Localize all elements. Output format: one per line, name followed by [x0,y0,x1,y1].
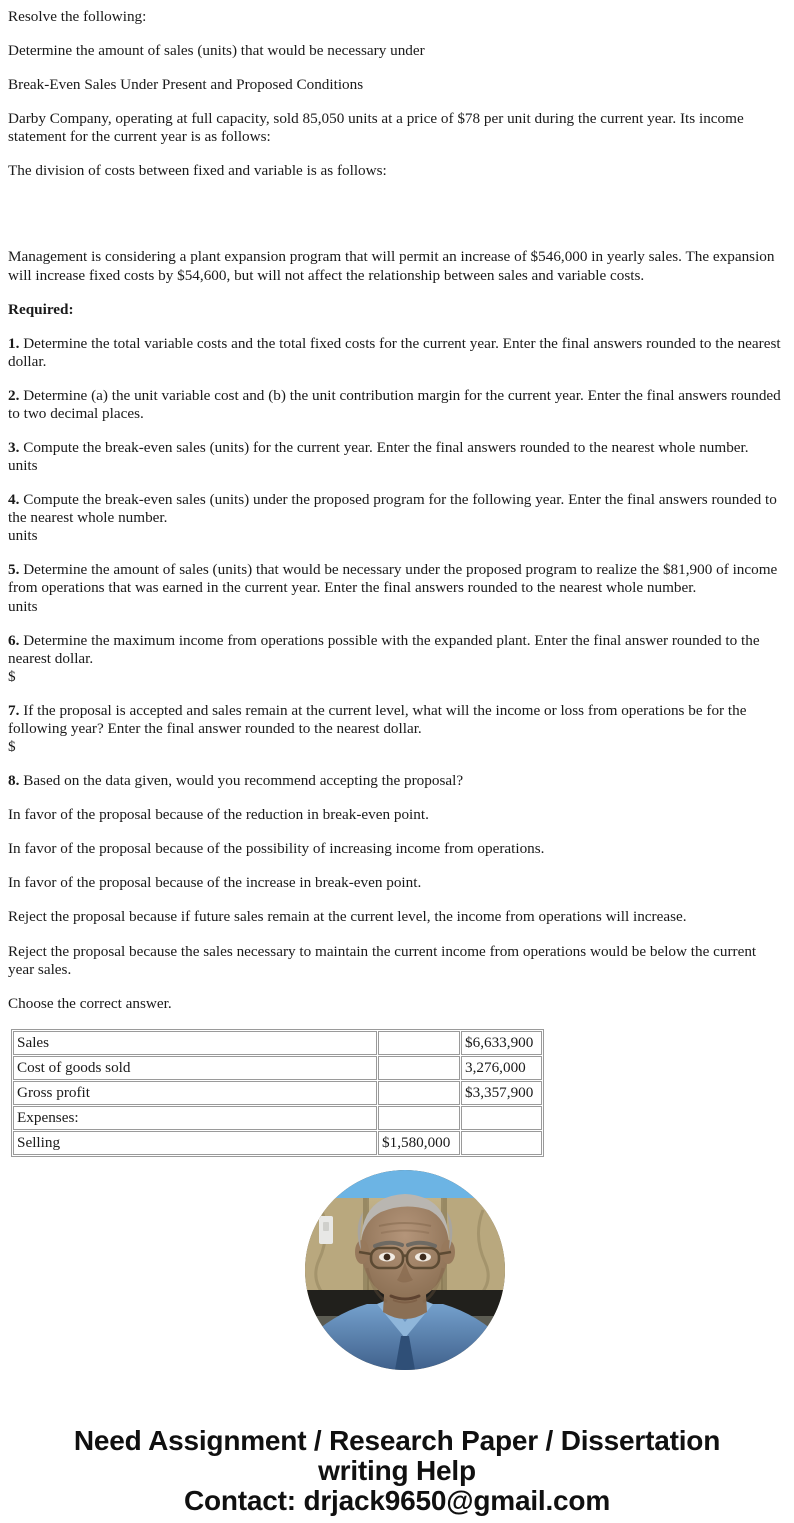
requirement-3 [8,439,786,457]
answer-choice-5[interactable]: Reject the proposal because the sales necessary to maintain the current income from operations would be below the current year sales. [8,942,757,978]
requirement-7-number: 7. [8,701,20,719]
table-cell-value [461,1131,542,1155]
answer-choice-1[interactable]: In favor of the proposal because of the reduction in break-even point. [8,806,429,824]
avatar [305,1170,505,1370]
requirement-4-number: 4. [8,491,20,509]
table-cell-label: Expenses: [13,1106,377,1130]
requirement-2-text: Determine (a) the unit variable cost and (b) the unit contribution margin for the current year. Enter the final answers rounded to two decimal places. [8,386,781,422]
intro-line-3: Break-Even Sales Under Present and Proposed Conditions [8,76,364,94]
requirement-6-text: Determine the maximum income from operations possible with the expanded plant. Enter the final answer rounded to the nearest dollar. [8,631,760,667]
promo-line-2: writing Help [318,1454,476,1486]
requirement-7-text: If the proposal is accepted and sales remain at the current level, what will the income or loss from operations be for the following year? Enter the final answer rounded to the nearest dollar. [8,701,747,737]
requirement-1 [8,335,786,371]
table-row [13,1056,542,1080]
table-cell-label: Cost of goods sold [13,1056,377,1080]
table-cell-mid [378,1106,460,1130]
portrait-zone [8,1157,786,1382]
requirement-3-answer-label: units [8,457,38,475]
table-placeholder-gap [8,196,786,248]
requirement-5-number: 5. [8,561,20,579]
table-row [13,1106,542,1130]
requirement-6-number: 6. [8,631,20,649]
requirement-8 [8,772,786,790]
table-row [13,1081,542,1105]
requirement-3-text: Compute the break-even sales (units) for the current year. Enter the final answers rounded to the nearest whole number. [23,439,749,457]
table-cell-mid [378,1031,460,1055]
requirement-1-text: Determine the total variable costs and the total fixed costs for the current year. Enter the final answers rounded to the nearest dollar. [8,334,781,370]
requirement-5-text: Determine the amount of sales (units) that would be necessary under the proposed program to realize the $81,900 of income from operations that was earned in the current year. Enter the final answers rounded to the nearest whole number. [8,561,778,597]
requirement-6 [8,632,786,668]
requirement-8-number: 8. [8,772,20,790]
requirement-5-answer-label: units [8,597,38,615]
table-cell-label: Gross profit [13,1081,377,1105]
choose-correct-answer-prompt: Choose the correct answer. [8,994,172,1012]
requirement-4-text: Compute the break-even sales (units) under the proposed program for the following year. Enter the final answers rounded to the nearest whole number. [8,491,777,527]
table-cell-mid: $1,580,000 [378,1131,460,1155]
requirement-8-text: Based on the data given, would you recommend accepting the proposal? [23,772,464,790]
table-cell-mid [378,1081,460,1105]
requirement-4 [8,491,786,527]
requirement-2-number: 2. [8,386,20,404]
requirement-7-answer-label: $ [8,738,16,756]
promo-line-3: Contact: drjack9650@gmail.com [183,1485,611,1517]
table-cell-value: $6,633,900 [461,1031,542,1055]
table-cell-label: Sales [13,1031,377,1055]
income-statement-table [11,1029,544,1157]
requirement-3-number: 3. [8,439,20,457]
requirement-2 [8,387,786,423]
table-cell-value: $3,357,900 [461,1081,542,1105]
requirement-6-answer-label: $ [8,667,16,685]
promo-line-1: Need Assignment / Research Paper / Dissertation [73,1424,721,1456]
requirement-1-number: 1. [8,334,20,352]
answer-choice-4[interactable]: Reject the proposal because if future sales remain at the current level, the income from operations will increase. [8,908,687,926]
required-heading: Required: [8,300,74,318]
requirement-7 [8,702,786,738]
answer-choice-3[interactable]: In favor of the proposal because of the increase in break-even point. [8,874,422,892]
management-note: Management is considering a plant expansion program that will permit an increase of $546,000 in yearly sales. The expansion will increase fixed costs by $54,600, but will not affect the relationship between sales and variable costs. [8,248,775,284]
table-cell-value [461,1106,542,1130]
portrait-photo-svg [305,1170,505,1370]
intro-line-4: Darby Company, operating at full capacity, sold 85,050 units at a price of $78 per unit during the current year. Its income statement for the current year is as follows: [8,110,744,146]
income-statement-table-wrap [8,1029,786,1157]
intro-line-1: Resolve the following: [8,8,147,25]
intro-line-2: Determine the amount of sales (units) that would be necessary under [8,42,425,60]
intro-line-5: The division of costs between fixed and variable is as follows: [8,162,387,180]
answer-choice-2[interactable]: In favor of the proposal because of the possibility of increasing income from operations. [8,840,545,858]
table-cell-label: Selling [13,1131,377,1155]
promo-block [8,1426,786,1517]
table-row [13,1031,542,1055]
requirement-4-answer-label: units [8,527,38,545]
table-row [13,1131,542,1155]
requirement-5 [8,561,786,597]
table-cell-value: 3,276,000 [461,1056,542,1080]
table-cell-mid [378,1056,460,1080]
